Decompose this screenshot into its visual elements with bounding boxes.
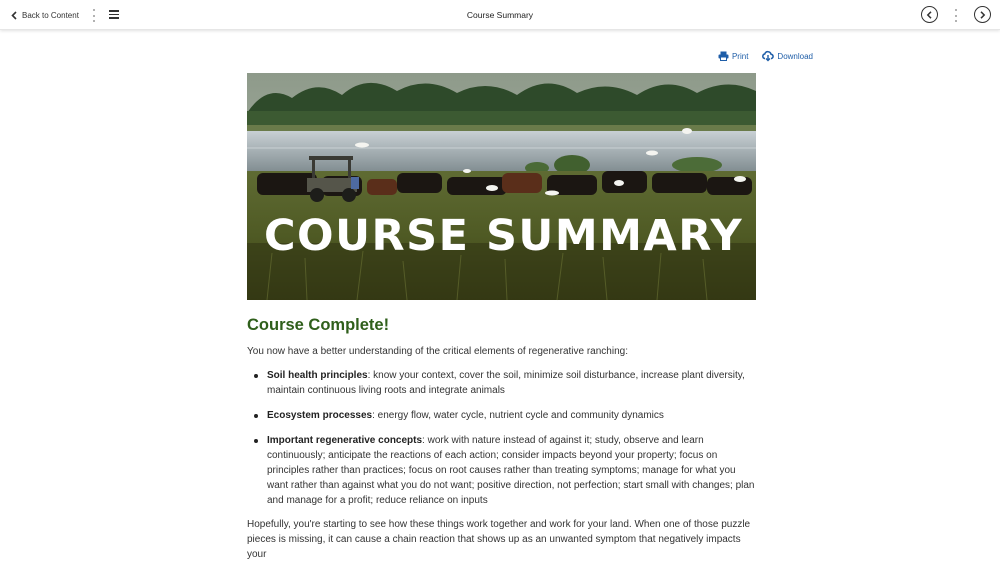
chevron-right-icon [979,11,986,19]
summary-content [247,316,759,562]
menu-icon[interactable] [109,10,119,19]
ranch-landscape-image [247,73,756,300]
closing-paragraph: Hopefully, you're starting to see how these things work together and work for your land. When one of those puzzle pieces is missing, it can cause a chain reaction that shows up as an unwanted symptom that negatively impacts your [247,519,751,560]
cloud-download-icon [762,51,774,61]
divider-dots [955,9,957,22]
page-title: Course Summary [466,10,534,20]
back-to-content-label: Back to Content [22,10,79,20]
printer-icon [718,51,729,61]
list-item-text: : work with nature instead of against it; study, observe and learn continuously; anticipate the reactions of each action; consider impacts beyond your property; focus on principles rather than practices; focus on root causes rather than treating symptoms; manage for what you want rather than against what you do not want; positive direction, not perfection; start small with changes; plan and manage for a profit; reduce reliance on inputs [267,435,755,506]
list-item [247,368,759,398]
list-item [247,408,759,423]
hero-banner-image [247,73,756,300]
back-to-content-link[interactable] [11,0,79,30]
download-label: Download [777,51,813,61]
list-item [247,433,759,508]
list-item-term: Ecosystem processes [267,410,373,421]
list-item-term: Important regenerative concepts [267,435,423,446]
print-label: Print [731,51,749,61]
key-elements-list [247,368,759,508]
next-button[interactable] [974,6,991,23]
document-actions [718,51,813,61]
list-item-text: : energy flow, water cycle, nutrient cycle and community dynamics [372,410,664,421]
list-item-term: Soil health principles [267,370,368,381]
chevron-left-icon [926,11,933,19]
top-bar [0,0,1000,30]
list-item-text: : know your context, cover the soil, minimize soil disturbance, increase plant diversity, maintain continuous living roots and integrate animals [267,370,745,396]
section-heading: Course Complete! [247,316,390,334]
print-button[interactable] [718,51,748,61]
divider-dots [93,9,95,22]
download-button[interactable] [762,51,813,61]
hero-title: COURSE SUMMARY [264,211,744,261]
chevron-left-icon [11,11,17,20]
previous-button[interactable] [921,6,938,23]
intro-paragraph: You now have a better understanding of the critical elements of regenerative ranching: [247,346,628,357]
